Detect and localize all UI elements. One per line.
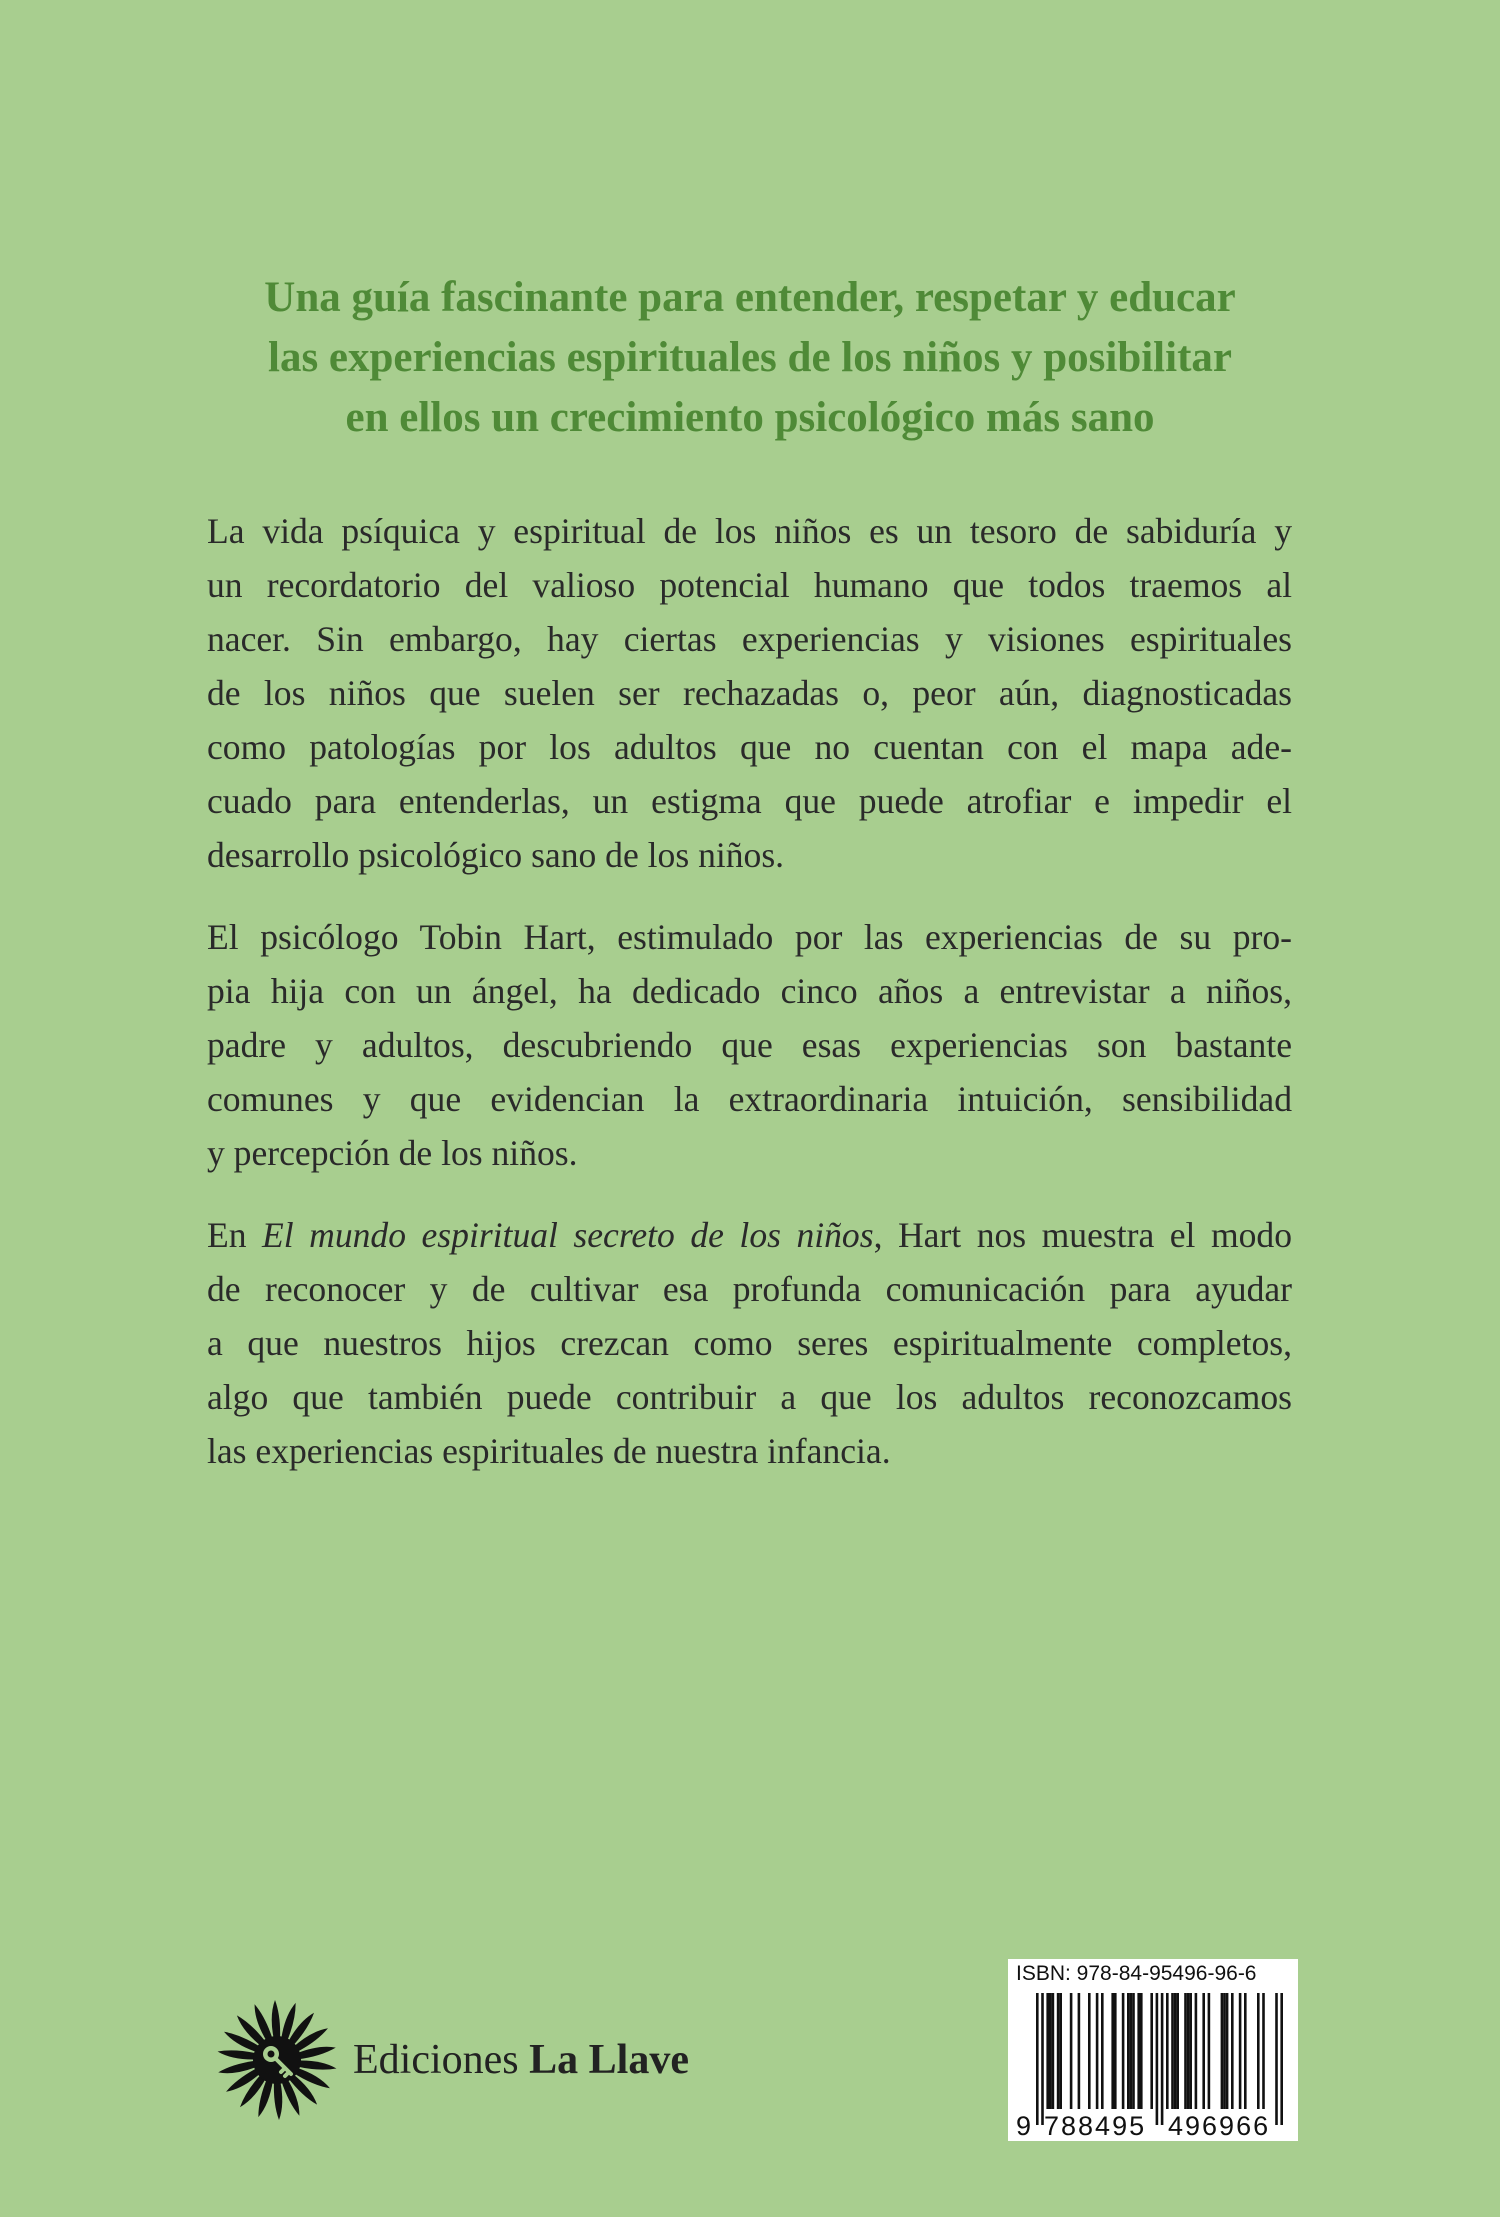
publisher-name-bold: La Llave bbox=[529, 2037, 689, 2083]
barcode-bar bbox=[1244, 1993, 1247, 2109]
barcode-bar bbox=[1189, 1993, 1192, 2109]
barcode-bar bbox=[1280, 1993, 1283, 2125]
publisher-imprint bbox=[215, 2000, 689, 2120]
headline-line: en ellos un crecimiento psicológico más sano bbox=[345, 394, 1155, 441]
headline-line: las experiencias espirituales de los niños y posibilitar bbox=[268, 334, 1232, 381]
barcode-bar bbox=[1041, 1993, 1044, 2125]
barcode-bar bbox=[1130, 1993, 1133, 2109]
barcode-bar bbox=[1174, 1993, 1177, 2109]
barcode-bar bbox=[1156, 1993, 1159, 2125]
barcode-bar bbox=[1046, 1993, 1049, 2109]
barcode-bar bbox=[1122, 1993, 1125, 2109]
text-line: padre y adultos, descubriendo que esas experiencias son bastante bbox=[207, 1025, 1292, 1065]
paragraph-3 bbox=[207, 1208, 1292, 1478]
barcode-bar bbox=[1184, 1993, 1187, 2109]
publisher-name-regular: Ediciones bbox=[353, 2037, 530, 2083]
barcode-bar bbox=[1239, 1993, 1242, 2109]
text-line: un recordatorio del valioso potencial humano que todos traemos al bbox=[207, 565, 1292, 605]
barcode-digit-lead: 9 bbox=[1016, 2111, 1032, 2141]
barcode-bar bbox=[1096, 1993, 1099, 2109]
barcode-digit-group-2: 496966 bbox=[1168, 2111, 1271, 2141]
text-line: El psicólogo Tobin Hart, estimulado por las experiencias de su pro- bbox=[207, 917, 1292, 957]
text-line: como patologías por los adultos que no cuentan con el mapa ade- bbox=[207, 727, 1292, 767]
text-fragment: , Hart nos muestra el modo bbox=[873, 1215, 1292, 1255]
barcode-bar bbox=[1202, 1993, 1205, 2109]
barcode-bar bbox=[1221, 1993, 1224, 2109]
barcode-bar bbox=[1127, 1993, 1130, 2109]
paragraph-2 bbox=[207, 910, 1292, 1180]
barcode-bar bbox=[1262, 1993, 1265, 2109]
text-line: desarrollo psicológico sano de los niños. bbox=[207, 835, 785, 875]
text-line: pia hija con un ángel, ha dedicado cinco años a entrevistar a niños, bbox=[207, 971, 1292, 1011]
barcode-bar bbox=[1231, 1993, 1234, 2109]
headline bbox=[150, 268, 1350, 448]
barcode-bar bbox=[1140, 1993, 1143, 2109]
barcode-bar bbox=[1132, 1993, 1135, 2109]
barcode-bar bbox=[1275, 1993, 1278, 2125]
barcode-bar bbox=[1208, 1993, 1211, 2109]
text-line: algo que también puede contribuir a que los adultos reconozcamos bbox=[207, 1377, 1292, 1417]
barcode-bar bbox=[1036, 1993, 1039, 2125]
barcode-bar bbox=[1226, 1993, 1229, 2109]
text-line: comunes y que evidencian la extraordinaria intuición, sensibilidad bbox=[207, 1079, 1292, 1119]
isbn-barcode-block bbox=[1008, 1959, 1298, 2141]
barcode-bar bbox=[1078, 1993, 1081, 2109]
text-line: las experiencias espirituales de nuestra infancia. bbox=[207, 1431, 891, 1471]
barcode-bar bbox=[1171, 1993, 1174, 2109]
isbn-label: ISBN: 978-84-95496-96-6 bbox=[1016, 1962, 1257, 1985]
text-line: de reconocer y de cultivar esa profunda comunicación para ayudar bbox=[207, 1269, 1292, 1309]
barcode-bar bbox=[1150, 1993, 1153, 2109]
text-line: de los niños que suelen ser rechazadas o, peor aún, diagnosticadas bbox=[207, 673, 1292, 713]
barcode-bar bbox=[1057, 1993, 1060, 2109]
text-line: a que nuestros hijos crezcan como seres espiritualmente completos, bbox=[207, 1323, 1292, 1363]
barcode-bar bbox=[1059, 1993, 1062, 2109]
paragraph-1 bbox=[207, 504, 1292, 882]
barcode-bar bbox=[1088, 1993, 1091, 2109]
barcode-bar bbox=[1052, 1993, 1055, 2109]
barcode-bar bbox=[1101, 1993, 1104, 2109]
barcode-digit-group-1: 788495 bbox=[1044, 2111, 1147, 2141]
book-title: El mundo espiritual secreto de los niños bbox=[262, 1215, 874, 1255]
barcode-bar bbox=[1223, 1993, 1226, 2109]
text-line: nacer. Sin embargo, hay ciertas experiencias y visiones espirituales bbox=[207, 619, 1292, 659]
barcode-bar bbox=[1195, 1993, 1198, 2109]
synopsis bbox=[207, 504, 1292, 1506]
barcode-bar bbox=[1161, 1993, 1164, 2125]
publisher-name bbox=[353, 2036, 689, 2084]
text-line bbox=[207, 1208, 1292, 1262]
barcode-bar bbox=[1070, 1993, 1073, 2109]
text-line: cuado para entenderlas, un estigma que puede atrofiar e impedir el bbox=[207, 781, 1292, 821]
sun-key-logo-icon bbox=[215, 1998, 339, 2122]
text-fragment: En bbox=[207, 1215, 263, 1255]
barcode-bar bbox=[1187, 1993, 1190, 2109]
barcode-bar bbox=[1257, 1993, 1260, 2109]
barcode-bar bbox=[1111, 1993, 1114, 2109]
barcode-bar bbox=[1049, 1993, 1052, 2109]
barcode-bar bbox=[1166, 1993, 1169, 2109]
barcode-bar bbox=[1137, 1993, 1140, 2109]
barcode bbox=[1008, 1959, 1298, 2141]
text-line: La vida psíquica y espiritual de los niños es un tesoro de sabiduría y bbox=[207, 511, 1292, 551]
barcode-bar bbox=[1176, 1993, 1179, 2109]
headline-line: Una guía fascinante para entender, respetar y educar bbox=[264, 274, 1236, 321]
text-line: y percepción de los niños. bbox=[207, 1133, 578, 1173]
barcode-bar bbox=[1114, 1993, 1117, 2109]
